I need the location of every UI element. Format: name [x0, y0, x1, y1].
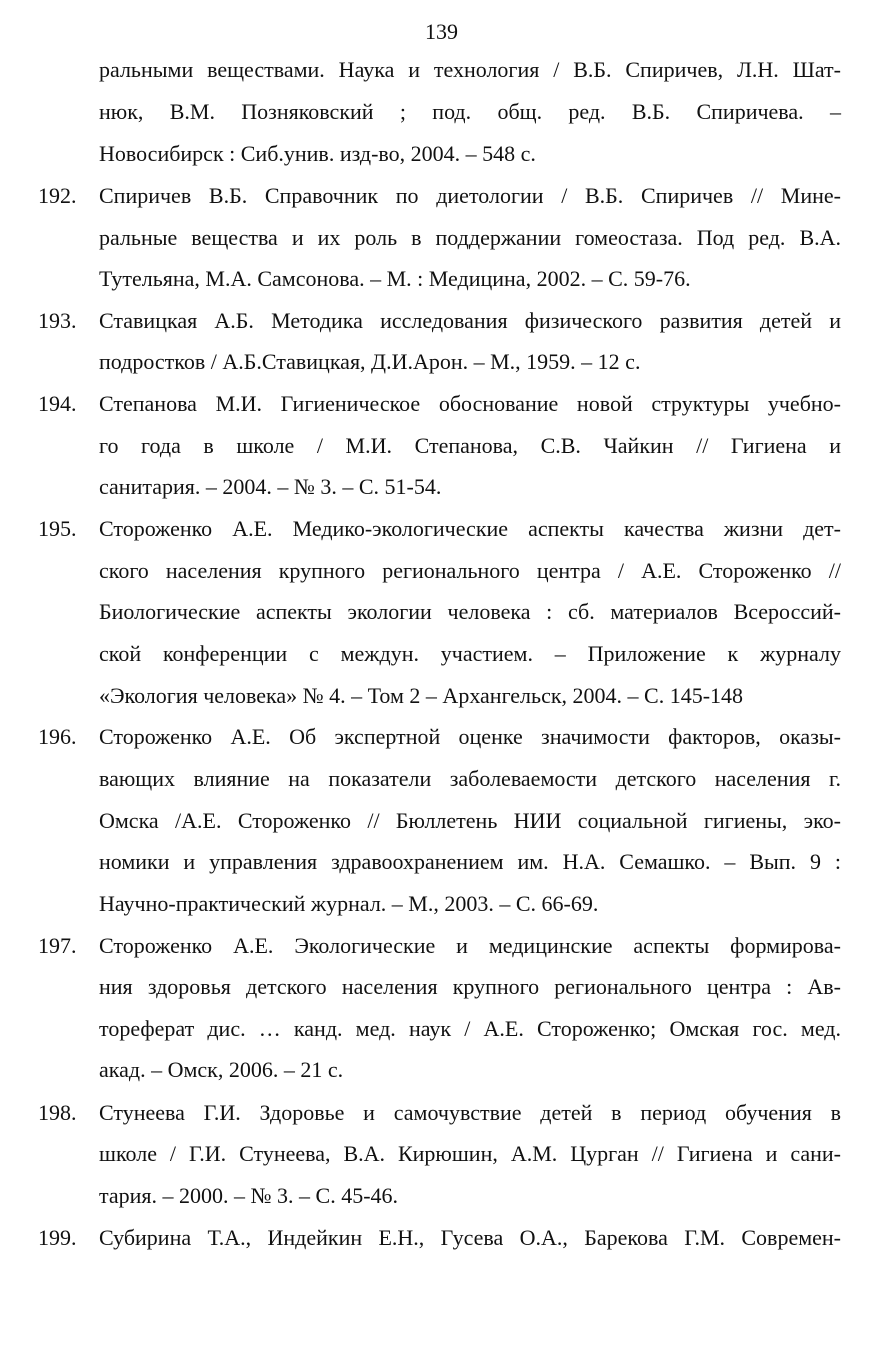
reference-number: 195. [38, 516, 77, 541]
reference-number: 197. [38, 933, 77, 958]
reference-line: ского населения крупного регионального центра / А.Е. Стороженко // [99, 558, 841, 583]
reference-line: Биологические аспекты экологии человека : сб. материалов Всероссий- [99, 599, 841, 624]
reference-line: Спиричев В.Б. Справочник по диетологии / В.Б. Спиричев // Мине- [99, 183, 841, 208]
reference-number: 192. [38, 183, 77, 208]
reference-line: вающих влияние на показатели заболеваемости детского населения г. [99, 766, 841, 791]
reference-line: санитария. – 2004. – № 3. – С. 51-54. [99, 474, 442, 499]
reference-line: Стунеева Г.И. Здоровье и самочувствие детей в период обучения в [99, 1100, 841, 1125]
reference-line: ральными веществами. Наука и технология / В.Б. Спиричев, Л.Н. Шат- [99, 57, 841, 82]
reference-line: Стороженко А.Е. Медико-экологические аспекты качества жизни дет- [99, 516, 841, 541]
reference-line: Субирина Т.А., Индейкин Е.Н., Гусева О.А., Барекова Г.М. Современ- [99, 1225, 841, 1250]
reference-line: го года в школе / М.И. Степанова, С.В. Чайкин // Гигиена и [99, 433, 841, 458]
reference-line: Новосибирск : Сиб.унив. изд-во, 2004. – 548 с. [99, 141, 536, 166]
reference-line: подростков / А.Б.Ставицкая, Д.И.Арон. – М., 1959. – 12 с. [99, 349, 641, 374]
reference-line: Омска /А.Е. Стороженко // Бюллетень НИИ социальной гигиены, эко- [99, 808, 841, 833]
reference-line: ния здоровья детского населения крупного регионального центра : Ав- [99, 974, 841, 999]
reference-line: школе / Г.И. Стунеева, В.А. Кирюшин, А.М. Цурган // Гигиена и сани- [99, 1141, 841, 1166]
reference-line: тореферат дис. … канд. мед. наук / А.Е. Стороженко; Омская гос. мед. [99, 1016, 841, 1041]
reference-number: 194. [38, 391, 77, 416]
page-number: 139 [425, 19, 458, 44]
reference-line: «Экология человека» № 4. – Том 2 – Архангельск, 2004. – С. 145-148 [99, 683, 744, 708]
reference-line: Стороженко А.Е. Об экспертной оценке значимости факторов, оказы- [99, 724, 841, 749]
reference-line: Научно-практический журнал. – М., 2003. – С. 66-69. [99, 891, 599, 916]
reference-line: номики и управления здравоохранением им. Н.А. Семашко. – Вып. 9 : [99, 849, 841, 874]
reference-line: тария. – 2000. – № 3. – С. 45-46. [99, 1183, 399, 1208]
reference-line: Ставицкая А.Б. Методика исследования физического развития детей и [99, 308, 841, 333]
reference-number: 196. [38, 724, 77, 749]
reference-number: 199. [38, 1225, 77, 1250]
reference-line: нюк, В.М. Позняковский ; под. общ. ред. В.Б. Спиричева. – [99, 99, 841, 124]
reference-line: Степанова М.И. Гигиеническое обоснование новой структуры учебно- [99, 391, 841, 416]
reference-number: 198. [38, 1100, 77, 1125]
reference-line: ской конференции с междун. участием. – Приложение к журналу [99, 641, 841, 666]
reference-line: акад. – Омск, 2006. – 21 с. [99, 1057, 344, 1082]
reference-line: ральные вещества и их роль в поддержании гомеостаза. Под ред. В.А. [99, 225, 841, 250]
reference-line: Стороженко А.Е. Экологические и медицинские аспекты формирова- [99, 933, 841, 958]
reference-line: Тутельяна, М.А. Самсонова. – М. : Медицина, 2002. – С. 59-76. [99, 266, 691, 291]
reference-number: 193. [38, 308, 77, 333]
